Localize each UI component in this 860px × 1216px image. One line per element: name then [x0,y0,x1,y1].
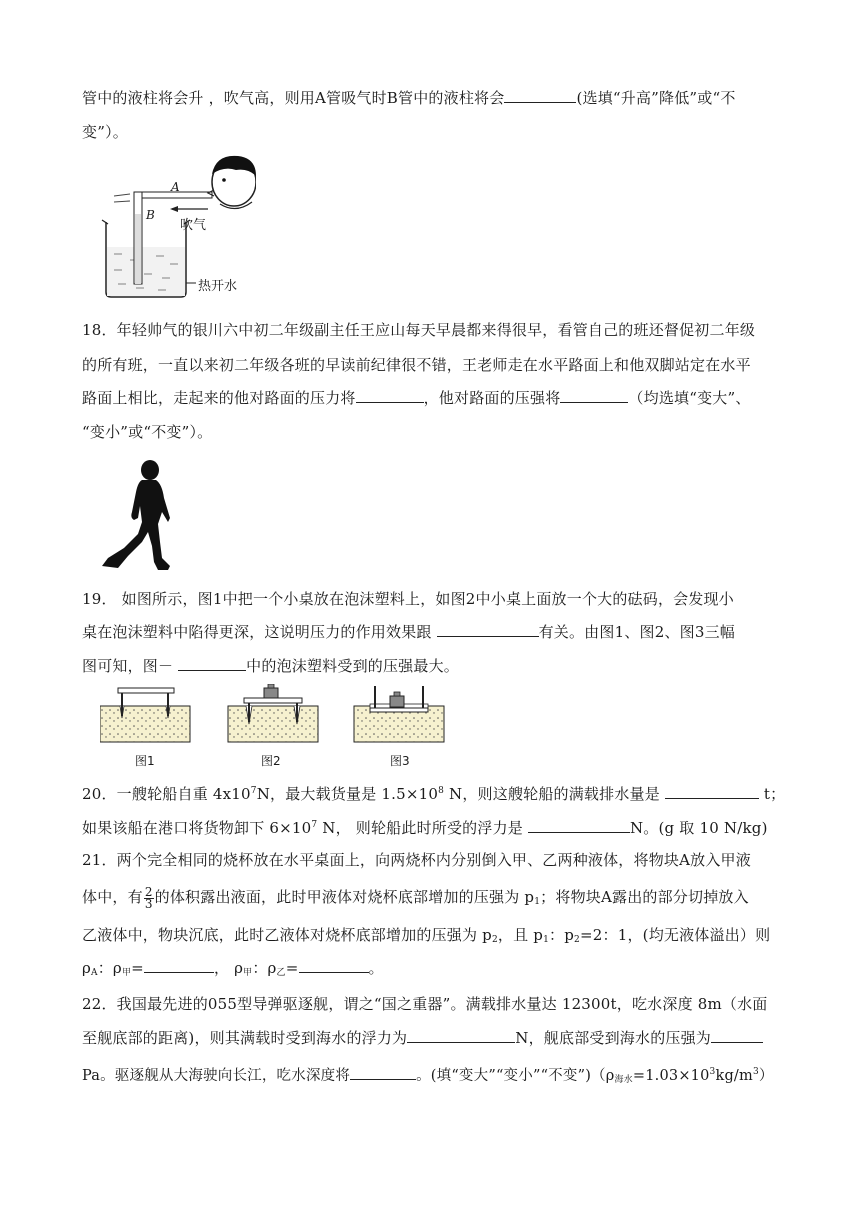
q20-exp-2: 8 [438,786,445,796]
q17-line-1 [82,88,736,108]
q21-text-1: 21．两个完全相同的烧杯放在水平桌面上，向两烧杯内分别倒入甲、乙两种液体，将物块A放入甲液 [82,851,751,869]
figure-1-caption: 图1 [135,754,155,768]
foam-table-figures [100,684,446,748]
q22-draft-blank[interactable] [350,1065,416,1080]
q18-pressure-blank[interactable] [560,388,628,403]
q18-line-4 [82,422,212,442]
q21-text-2a: 体中，有 [82,888,143,906]
q18-line-1 [82,320,755,340]
q20-buoyancy-blank[interactable] [528,818,630,833]
q22-text-3e: ） [758,1068,774,1084]
q22-text-3b: 。(填“变大”“变小”“不变”)（ρ [416,1068,615,1084]
q21-sub-p1: 1 [534,897,541,907]
q21-density-ratio-1-blank[interactable] [144,958,214,973]
two-thirds-fraction [144,884,154,911]
q17-text-1: 管中的液柱将会升 ，吹气高，则用A管吸气时B管中的液柱将会 [82,89,505,107]
tube-b-label: B [146,208,155,222]
q21-text-4g: 。 [368,959,384,977]
q18-text-3a: 路面上相比，走起来的他对路面的压力将 [82,389,356,407]
blow-label: 吹气 [180,218,207,233]
q20-text-2a: 如果该船在港口将货物卸下 6×10 [82,819,312,837]
q22-exp-1: 3 [709,1067,716,1077]
q21-text-2c: ；将物块A露出的部分切掉放入 [540,888,749,906]
q17-text-1-end: (选填“升高”降低”或“不 [576,89,736,107]
q20-line-1 [82,781,785,804]
q20-text-1d: t； [758,785,786,803]
q19-factor-blank[interactable] [437,622,539,637]
q21-line-1 [82,850,751,870]
q20-displacement-blank[interactable] [665,784,759,799]
q18-text-3c: （均选填“变大”、 [628,389,751,407]
fraction-denominator: 3 [144,896,153,911]
q21-text-4f: = [285,959,299,977]
q19-text-3a: 图可知，图－ [82,657,179,675]
q20-text-2c: N。(g 取 10 N/kg) [629,819,768,837]
q21-sub-a: A [91,968,98,978]
q22-buoyancy-blank[interactable] [407,1028,515,1043]
q22-line-3 [82,1062,774,1090]
q19-text-2b: 有关。由图1、图2、图3三幅 [538,623,736,641]
figure-1 [100,688,190,742]
q20-text-2b: N， 则轮船此时所受的浮力是 [317,819,528,837]
q20-line-2 [82,815,768,838]
q20-exp-3: 7 [311,820,318,830]
q19-text-2a: 桌在泡沫塑料中陷得更深，这说明压力的作用效果跟 [82,623,437,641]
q21-sub-yi: 乙 [276,968,286,978]
q21-sub-p2-ratio: 2 [574,935,580,945]
q21-text-4e: ：ρ [252,959,277,977]
q21-text-4d: ， ρ [213,959,244,977]
q20-text-1a: 20．一艘轮船自重 4x10 [82,785,251,803]
q21-sub-p2: 2 [491,935,498,945]
q21-density-ratio-2-blank[interactable] [299,958,369,973]
q19-line-3 [82,656,459,676]
tube-a-label: A [171,180,180,194]
q21-text-3a: 乙液体中，物块沉底，此时乙液体对烧杯底部增加的压强为 p [82,926,492,944]
q18-text-4: “变小”或“不变”）。 [82,423,213,441]
q22-text-3d: kg/m [715,1068,753,1084]
q22-line-1 [82,994,768,1014]
q22-sub-seawater: 海水 [614,1075,633,1085]
q22-text-1: 22．我国最先进的055型导弹驱逐舰，谓之“国之重器”。满载排水量达 12300t，吃水深度 8m（水面 [82,995,768,1013]
q17-text-2: 变”）。 [82,123,128,141]
fraction-numerator: 2 [144,884,153,899]
q22-exp-2: 3 [752,1067,759,1077]
q18-text-2: 的所有班，一直以来初二年级各班的早读前纪律很不错，王老师走在水平路面上和他双脚站定在水平 [82,356,751,374]
q18-pressure-force-blank[interactable] [356,388,424,403]
q17-answer-blank[interactable] [504,88,576,103]
figure-2-caption: 图2 [261,754,281,768]
q18-text-3b: ，他对路面的压强将 [423,389,561,407]
q22-text-2a: 至舰底部的距离)，则其满载时受到海水的浮力为 [82,1029,408,1047]
q18-text-1: 18．年轻帅气的银川六中初二年级副主任王应山每天早晨都来得很早，看管自己的班还督促初二年级 [82,321,756,339]
q20-exp-1: 7 [250,786,257,796]
q19-text-1: 19． 如图所示，图1中把一个小桌放在泡沫塑料上，如图2中小桌上面放一个大的砝码，会发现小 [82,590,734,608]
q21-text-2b: 的体积露出液面，此时甲液体对烧杯底部增加的压强为 p [154,888,535,906]
q21-text-4b: ：ρ [97,959,122,977]
q21-text-4c: = [131,959,144,977]
q21-text-4a: ρ [82,959,92,977]
q21-sub-jia-2: 甲 [243,968,253,978]
q21-text-3d: =2：1，(均无液体溢出）则 [579,926,771,944]
hot-water-label: 热开水 [198,279,238,294]
q21-sub-jia: 甲 [121,968,132,978]
q22-text-3c: =1.03×10 [632,1068,710,1084]
figure-3-caption: 图3 [390,754,410,768]
q19-text-3b: 中的泡沫塑料受到的压强最大。 [246,657,459,675]
q18-line-2 [82,355,751,375]
q19-figure-blank[interactable] [178,656,246,671]
q22-line-2 [82,1028,763,1048]
walking-man-silhouette [98,458,196,572]
q20-text-1b: N，最大载货量是 1.5×10 [256,785,439,803]
figure-3 [354,686,444,742]
q22-pressure-blank[interactable] [711,1028,763,1043]
q21-text-3c: ：p [549,926,575,944]
q21-sub-p1-ratio: 1 [543,935,550,945]
q21-line-4 [82,958,384,983]
q18-line-3 [82,388,751,408]
figure-2 [228,684,318,742]
q21-line-2 [82,884,749,915]
q19-line-2 [82,622,735,642]
q21-text-3b: ，且 p [497,926,544,944]
q17-line-2 [82,122,128,142]
q20-text-1c: N，则这艘轮船的满载排水量是 [444,785,665,803]
q22-text-3a: Pa。驱逐舰从大海驶向长江，吃水深度将 [82,1068,351,1084]
q21-line-3 [82,925,770,950]
q22-text-2b: N，舰底部受到海水的压强为 [515,1029,711,1047]
q19-line-1 [82,589,734,609]
